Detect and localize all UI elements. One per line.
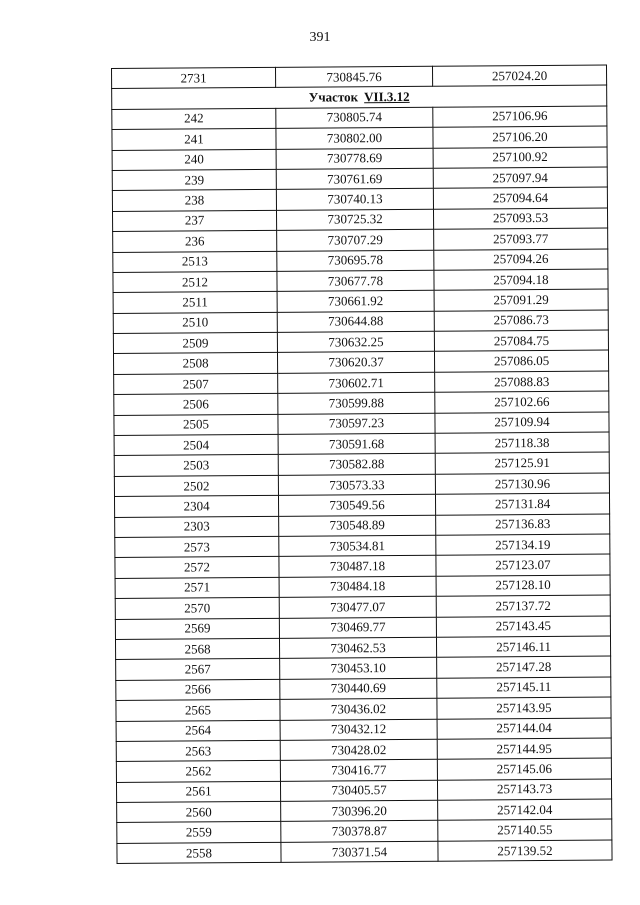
y-coordinate-cell: 257106.96 [433,106,607,128]
point-number-cell: 2573 [115,536,279,558]
y-coordinate-cell: 257134.19 [436,534,610,556]
x-coordinate-cell: 730802.00 [276,127,433,148]
point-number-cell: 2513 [113,251,277,273]
point-number-cell: 2502 [114,475,278,497]
point-number-cell: 2560 [117,801,281,823]
x-coordinate-cell: 730597.23 [278,413,435,434]
point-number-cell: 2731 [112,67,276,89]
x-coordinate-cell: 730591.68 [278,433,435,454]
y-coordinate-cell: 257143.95 [437,697,611,719]
x-coordinate-cell: 730534.81 [279,535,436,556]
y-coordinate-cell: 257102.66 [435,391,609,413]
y-coordinate-cell: 257137.72 [436,595,610,617]
table-row [117,840,612,864]
point-number-cell: 2509 [113,332,277,354]
y-coordinate-cell: 257123.07 [436,554,610,576]
x-coordinate-cell: 730405.57 [280,780,437,801]
x-coordinate-cell: 730695.78 [277,250,434,271]
y-coordinate-cell: 257086.05 [434,351,608,373]
x-coordinate-cell: 730416.77 [280,760,437,781]
y-coordinate-cell: 257146.11 [436,636,610,658]
x-coordinate-cell: 730740.13 [276,189,433,210]
y-coordinate-cell: 257136.83 [436,514,610,536]
point-number-cell: 2571 [115,577,279,599]
x-coordinate-cell: 730549.56 [278,494,435,515]
y-coordinate-cell: 257125.91 [435,452,609,474]
x-coordinate-cell: 730428.02 [280,739,437,760]
x-coordinate-cell: 730761.69 [276,168,433,189]
x-coordinate-cell: 730573.33 [278,474,435,495]
y-coordinate-cell: 257145.06 [437,758,611,780]
point-number-cell: 2572 [115,557,279,579]
point-number-cell: 236 [113,230,277,252]
y-coordinate-cell: 257139.52 [438,840,612,862]
point-number-cell: 2566 [116,679,280,701]
y-coordinate-cell: 257147.28 [437,656,611,678]
point-number-cell: 240 [112,149,276,171]
y-coordinate-cell: 257094.64 [433,187,607,209]
x-coordinate-cell: 730440.69 [280,678,437,699]
x-coordinate-cell: 730805.74 [276,107,433,128]
x-coordinate-cell: 730725.32 [276,209,433,230]
y-coordinate-cell: 257109.94 [435,412,609,434]
x-coordinate-cell: 730453.10 [280,658,437,679]
point-number-cell: 2504 [114,434,278,456]
y-coordinate-cell: 257097.94 [433,167,607,189]
y-coordinate-cell: 257093.77 [434,228,608,250]
x-coordinate-cell: 730548.89 [279,515,436,536]
point-number-cell: 2303 [115,516,279,538]
point-number-cell: 238 [112,190,276,212]
x-coordinate-cell: 730602.71 [278,372,435,393]
x-coordinate-cell: 730462.53 [279,637,436,658]
x-coordinate-cell: 730469.77 [279,617,436,638]
point-number-cell: 2569 [115,618,279,640]
y-coordinate-cell: 257094.26 [434,249,608,271]
x-coordinate-cell: 730487.18 [279,556,436,577]
x-coordinate-cell: 730477.07 [279,596,436,617]
point-number-cell: 2503 [114,455,278,477]
x-coordinate-cell: 730599.88 [278,392,435,413]
x-coordinate-cell: 730845.76 [275,66,432,87]
y-coordinate-cell: 257093.53 [433,208,607,230]
point-number-cell: 2568 [115,638,279,660]
point-number-cell: 2563 [116,740,280,762]
x-coordinate-cell: 730632.25 [277,331,434,352]
point-number-cell: 2506 [114,394,278,416]
coordinates-table [111,65,613,865]
point-number-cell: 2505 [114,414,278,436]
x-coordinate-cell: 730677.78 [277,270,434,291]
point-number-cell: 241 [112,129,276,151]
point-number-cell: 2507 [114,373,278,395]
y-coordinate-cell: 257144.04 [437,718,611,740]
y-coordinate-cell: 257088.83 [435,371,609,393]
point-number-cell: 2304 [114,496,278,518]
point-number-cell: 2562 [116,761,280,783]
point-number-cell: 237 [112,210,276,232]
point-number-cell: 2570 [115,597,279,619]
point-number-cell: 2558 [117,842,281,864]
y-coordinate-cell: 257130.96 [435,473,609,495]
x-coordinate-cell: 730371.54 [281,841,438,862]
x-coordinate-cell: 730707.29 [277,229,434,250]
y-coordinate-cell: 257144.95 [437,738,611,760]
x-coordinate-cell: 730436.02 [280,698,437,719]
y-coordinate-cell: 257142.04 [438,799,612,821]
x-coordinate-cell: 730644.88 [277,311,434,332]
page-number: 391 [309,30,331,45]
point-number-cell: 2565 [116,699,280,721]
y-coordinate-cell: 257145.11 [437,677,611,699]
x-coordinate-cell: 730378.87 [281,821,438,842]
point-number-cell: 239 [112,169,276,191]
y-coordinate-cell: 257091.29 [434,289,608,311]
y-coordinate-cell: 257100.92 [433,147,607,169]
point-number-cell: 2512 [113,271,277,293]
y-coordinate-cell: 257131.84 [435,493,609,515]
y-coordinate-cell: 257118.38 [435,432,609,454]
y-coordinate-cell: 257143.73 [437,779,611,801]
x-coordinate-cell: 730620.37 [277,352,434,373]
y-coordinate-cell: 257106.20 [433,126,607,148]
point-number-cell: 242 [112,108,276,130]
y-coordinate-cell: 257128.10 [436,575,610,597]
y-coordinate-cell: 257084.75 [434,330,608,352]
x-coordinate-cell: 730432.12 [280,719,437,740]
x-coordinate-cell: 730582.88 [278,454,435,475]
y-coordinate-cell: 257140.55 [438,819,612,841]
point-number-cell: 2567 [116,659,280,681]
point-number-cell: 2510 [113,312,277,334]
point-number-cell: 2559 [117,822,281,844]
y-coordinate-cell: 257094.18 [434,269,608,291]
y-coordinate-cell: 257086.73 [434,310,608,332]
x-coordinate-cell: 730661.92 [277,291,434,312]
x-coordinate-cell: 730778.69 [276,148,433,169]
x-coordinate-cell: 730484.18 [279,576,436,597]
section-label: Участок [308,89,359,105]
point-number-cell: 2508 [113,353,277,375]
point-number-cell: 2564 [116,720,280,742]
section-code: VII.3.12 [364,88,410,105]
y-coordinate-cell: 257024.20 [432,65,606,87]
point-number-cell: 2561 [116,781,280,803]
point-number-cell: 2511 [113,292,277,314]
x-coordinate-cell: 730396.20 [281,800,438,821]
y-coordinate-cell: 257143.45 [436,616,610,638]
coordinates-table-body [112,65,613,864]
